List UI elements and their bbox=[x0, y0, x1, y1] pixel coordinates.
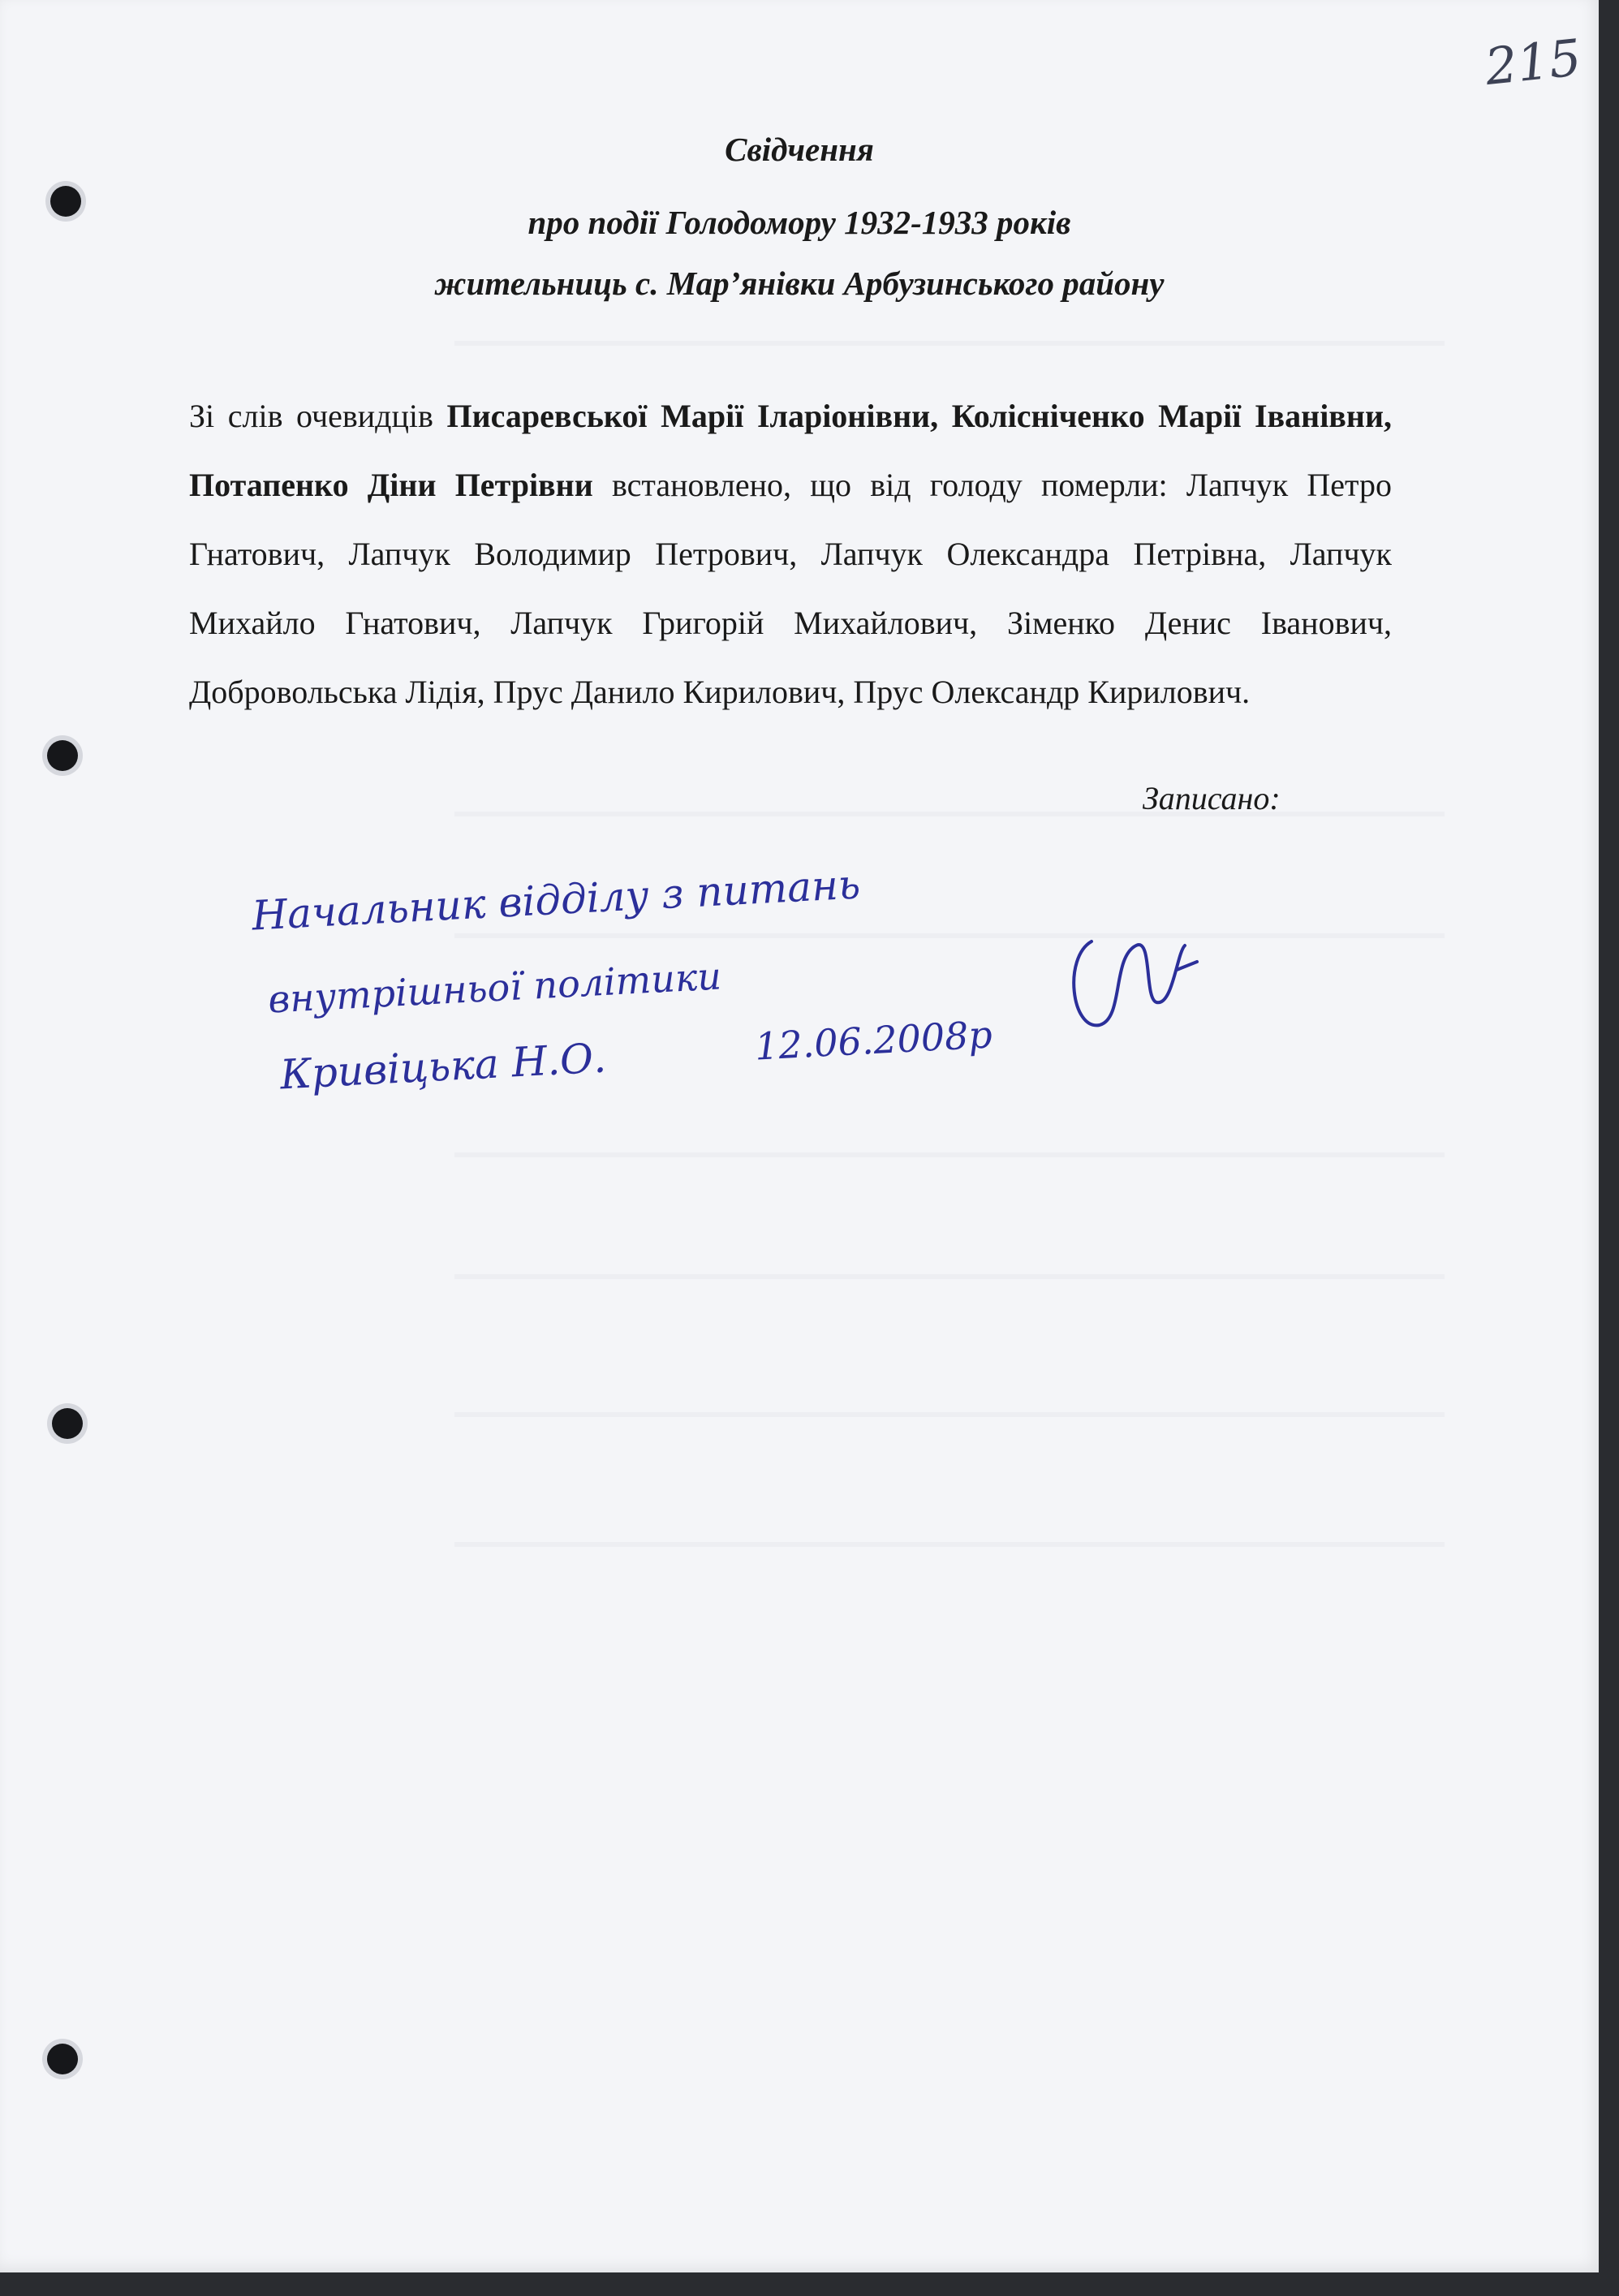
testimony-victims: встановлено, що від голоду померли: Лапчук Петро Гнатович, Лапчук Володимир Петрович, Лапчук Олександра Петрівна, Лапчук Михайло Гнатович, Лапчук Григорій Михайлович, Зіменко Денис Іванович, Добровольська Лідія, Прус Данило Кирилович, Прус Олександр Кирилович. bbox=[189, 467, 1392, 710]
punch-hole bbox=[52, 1408, 83, 1439]
recorded-label: Записано: bbox=[1143, 780, 1281, 816]
show-through-line bbox=[454, 1274, 1445, 1279]
handwritten-date: 12.06.2008р bbox=[753, 1012, 994, 1069]
show-through-line bbox=[454, 1542, 1445, 1547]
page-number: 215 bbox=[1482, 28, 1584, 97]
signature-mark bbox=[1055, 921, 1217, 1043]
punch-hole bbox=[47, 2044, 78, 2074]
document-title: Свідчення bbox=[725, 131, 874, 168]
testimony-paragraph bbox=[189, 381, 1392, 726]
show-through-line bbox=[454, 1152, 1445, 1157]
show-through-line bbox=[454, 812, 1445, 816]
handwritten-name: Кривіцька Н.О. bbox=[278, 1034, 608, 1099]
witness-names: Писаревської Марії Іларіонівни, Колісніченко Марії Іванівни, Потапенко Діни Петрівни bbox=[189, 398, 1392, 503]
punch-hole bbox=[47, 740, 78, 771]
show-through-line bbox=[454, 341, 1445, 346]
testimony-intro: Зі слів очевидців bbox=[189, 398, 447, 434]
show-through-line bbox=[454, 1412, 1445, 1417]
document-subtitle-location: жительниць с. Мар’янівки Арбузинського району bbox=[434, 265, 1165, 302]
handwritten-position: Начальник відділу з питань bbox=[250, 860, 862, 940]
show-through-line bbox=[454, 933, 1445, 938]
handwritten-department: внутрішньої політики bbox=[266, 954, 723, 1022]
document-subtitle: про події Голодомору 1932-1933 років bbox=[527, 204, 1071, 241]
